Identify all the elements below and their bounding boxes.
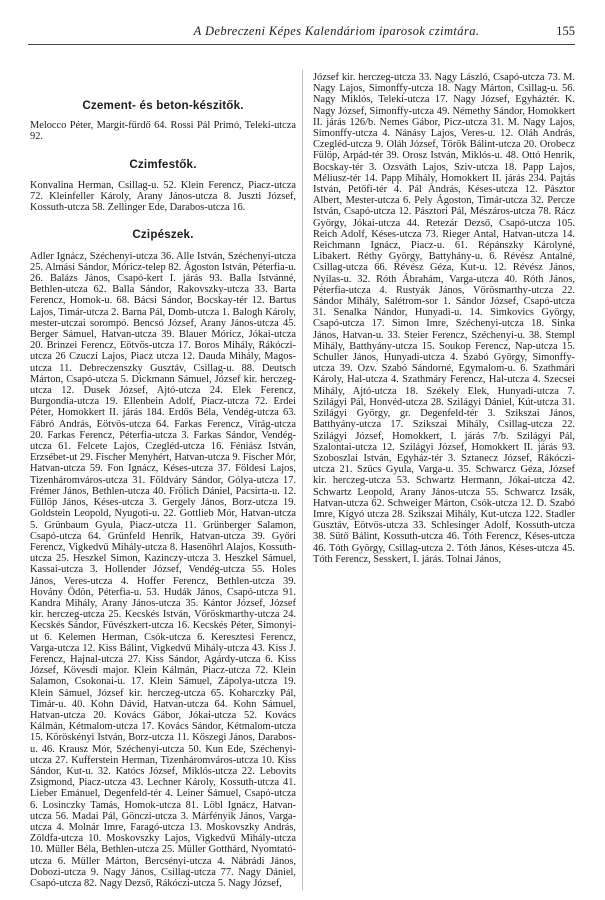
section-heading-sign-painters: Czimfestők. [129,157,197,171]
page-number: 155 [556,24,575,38]
section-heading-shoemakers: Czipészek. [132,228,194,242]
left-column [30,72,296,889]
header-rule [28,44,575,45]
section-text-cement: Melocco Péter, Margit-fürdő 64. Rossi Pál Primó, Teleki-utcza 92. [30,120,296,143]
page-header [28,24,575,44]
column-divider [302,70,303,890]
section-text-shoemakers-part2: József kir. herczeg-utcza 33. Nagy László, Csapó-utcza 73. M. Nagy Lajos, Simonffy-utcza 18. Nagy Márton, Csillag-u. 56. Nagy Miklós, Teleki-utcza 17. Nagy József, Egyháztér. K. Nagy József, Simonffy-utcza 49. Némethy Sándor, Homokkert II. járás 126/b. Nemes Gábor, Picz-utcza 31. M. Nagy Lajos, Simonffy-utcza 4. Nánásy Lajos, Veres-u. 12. Oláh András, Czegléd-utcza 9. Oláh József, Török Bálint-utcza 20. Orobecz Fülöp, Arpád-tér 39. Orosz István, Miklós-u. 48. Ottó Henrik, Bocskay-tér 3. Ozsváth Lajos, Sziv-utcza 18. Papp Lajos, Méliusz-tér 14. Papp Mihály, Homokkert II. járás 234. Pajtás István, Petőfi-tér 4. Pál András, Késes-utcza 12. Pásztor Albert, Mester-utcza 6. Pely Ágoston, Timár-utcza 32. Percze István, Csapó-utcza 12. Pásztori Pál, Mészáros-utcza 78. Rácz György, Jókai-utcza 44. Retezár Dezső, Csapó-utcza 105. Reich Adolf, Késes-utcza 73. Rieger Antal, Hatvan-utcza 14. Reichmann Ignácz, Piacz-u. 61. Répánszky Károlyné, Libakert. Réthy György, Battyhány-u. 6. Révész Antalné, Csillag-utcza 66. Révész Géza, Kut-u. 12. Révész János, Nyilas-u. 32. Róth Ábrahám, Varga-utcza 40. Róth János, Péterfia-utcza 4. Rustyák János, Vörösmarthy-utcza 22. Sándor Mihály, Salétrom-sor 1. Sándor József, Csapó-utcza 31. Senalka Nándor, Hunyadi-u. 14. Simkovics György, Csapó-utcza 17. Simon Imre, Széchenyi-utcza 18. Sinka János, Hatvan-u. 33. Steier Ferencz, Széchenyi-u. 38. Stempl Mihály, Batthyány-utcza 15. Soukop Ferencz, Nap-utcza 15. Schuller János, Hunyadi-utcza 4. Szabó György, Simonffy-utcza 39. Ozv. Szabó Sándorné, Egymalom-u. 6. Szathmári Károly, Hal-utcza 4. Szathmáry Ferencz, Hal-utcza 4. Szecsei Mihály, Ajtó-utcza 18. Székely Elek, Hunyadi-utcza 7. Szilágyi Pál, Honvéd-utcza 28. Szilágyi Dániel, Kút-utcza 31. Szilágyi György, gr. Degenfeld-tér 3. Szikszai János, Batthyány-utcza 17. Szikszai Mihály, Csillag-utcza 22. Szilágyi József, Homokkert, I. járás 7/b. Szilágyi Pál, Szalontai-utcza 12. Szilágyi József, Homokkert II. járás 93. Szoboszlai István, Egyház-tér 3. Sztanecz József, Rákóczi-utcza 21. Szücs Gyula, Varga-u. 35. Schwarcz Géza, József kir. herczeg-utcza 53. Schwartz Hermann, Jókai-utcza 42. Schwartz Leopold, Arany János-utcza 55. Schwarcz Izsák, Hatvan-utcza 62. Schweiger Márton, Csók-utcza 12. D. Szabó Imre, Kígyó utcza 28. Szikszai Mihály, Kut-utcza 122. Stadler Gusztáv, Eötvös-utcza 33. Schlesinger Adolf, Kossuth-utcza 38. Sütő Bálint, Kossuth-utcza 46. Tóth Ferencz, Késes-utcza 46. Tóth György, Csillag-utcza 2. Tóth János, Késes-utcza 45. Tóth Ferencz, Sesskert, I. járás. Tolnai János, [313,72,575,565]
section-heading-cement: Czement- és beton-készitők. [82,99,244,112]
right-column [313,72,575,565]
section-text-shoemakers-part1: Adler Ignácz, Széchenyi-utcza 36. Alle István, Széchenyi-utcza 25. Almási Sándor, Móricz-telep 82. Ágoston István, Péterfia-u. 26. Balázs János, Csapó-kert I. járás 93. Balla Istvánné, Bethlen-utcza 62. Balla Sándor, Rakovszky-utcza 33. Barta Ferencz, Homok-u. 68. Bácsi Sándor, Bocskay-tér 12. Bartus Lajos, Timár-utcza 2. Barna Pál, Domb-utcza 1. Balogh Károly, mester-utczai sorompó. Bencsó József, Arany János-utcza 45. Berger Sámuel, Hatvan-utcza 39. Blauer Móricz, Jókai-utcza 20. Brinzei Ferencz, Eötvös-utcza 17. Boros Mihály, Rákóczi-utcza 26 Czuczi Lajos, Piacz utcza 12. Dauda Mihály, Magos-utcza 11. Debreczenszky Gusztáv, Csillag-u. 88. Deutsch Márton, Csapó-utcza 5. Dickmann Sámuel, József kir. herczeg-utcza 12. Dusek József, Ajtó-utcza 24. Elek Ferencz, Burgondia-utcza 19. Ellenbein Adolf, Piacz-utcza 72. Erdei Péter, Homokkert II. járás 184. Erdős Béla, Vendég-utcza 63. Fábró András, Eötvös-utcza 64. Farkas Ferencz, Virág-utcza 20. Farkas Ferencz, Péterfia-utcza 3. Farkas Sándor, Vendég-utcza 61. Felcete Lajos, Czegléd-utcza 16. Féniász István, Erzsébet-ut 29. Fischer Menyhért, Hatvan-utcza 9. Fischer Mór, Hatvan-utcza 59. Fon Ignácz, Késes-utcza 37. Földesi Lajos, Tizenháromváros-utcza 31. Földváry Sándor, Gólya-utcza 17. Frémer János, Bethlen-utcza 40. Frölich Dániel, Pacsirta-u. 12. Füllöp János, Késes-utcza 3. Gergely János, Borz-utcza 19. Goldstein Leopold, Nyugoti-u. 22. Gottlieb Mór, Hatvan-utcza 5. Grünbaum Gyula, Piacz-utcza 11. Grünberger Salamon, Csapó-utcza 64. Grünfeld Henrik, Hatvan-utcza 39. Győri Ferencz, Vigkedvű Mihály-utcza 8. Hasenöhrl Alajos, Kossuth-utcza 25. Heszkel Simon, Kazinczy-utcza 3. Heszkel Sámuel, Kassai-utcza 3. Hollender József, Vendég-utcza 55. Holes János, Veres-utcza 4. Hoffer Ferencz, Bethlen-utcza 39. Hovány Ödön, Péterfia-u. 53. Hudák János, Csapó-utcza 91. Kandra Mihály, Arany János-utcza 35. Kántor József, József kir. herczeg-utcza 25. Kecskés István, Vöröskmarthy-utcza 24. Kecskés Sándor, Füvészkert-utcza 16. Kecskés Péter, Simonyi-ut 6. Kelemen Herman, Csók-utcza 6. Keresztesi Ferencz, Varga-utcza 12. Kiss Bálint, Vigkedvű Mihály-utcza 43. Kiss J. Ferencz, Hajnal-utcza 27. Kiss Sándor, Agárdy-utcza 6. Kiss József, Kövesdi major. Klein Kálmán, Piacz-utcza 72. Klein Salamon, Csokonai-u. 17. Klein Sámuel, Zápolya-utcza 19. Klein Sámuel, József kir. herczeg-utcza 65. Koharczky Pál, Timár-u. 40. Kohn Dávid, Hatvan-utcza 64. Kohn Sámuel, Hatvan-utcza 20. Kovács Gábor, Jókai-utcza 52. Kovács Kálmán, Kétmalom-utcza 17. Kovács Sándor, Kétmalom-utcza 15. Köröskényi István, Borz-utcza 11. Kőszegi János, Darabos-u. 46. Krausz Mór, Széchenyi-utcza 50. Kun Ede, Széchenyi-utcza 27. Kufferstein Herman, Tizenháromváros-utcza 10. Kiss Sándor, Kut-u. 32. Katócs József, Miklós-utcza 22. Lebovits Zsigmond, Piacz-utcza 43. Lechner Károly, Kossuth-utcza 41. Lieber Emánuel, Degenfeld-tér 4. Leiner Sámuel, Csapó-utcza 6. Losinczky Tamás, Homok-utcza 81. Löbl Ignácz, Hatvan-utcza 56. Madai Pál, Gönczi-utcza 3. Márfényik János, Varga-utcza 4. Molnár Imre, Faragó-utcza 13. Moskovszky András, Zöldfa-utcza 10. Moskovszky Lajos, Vigkedvű Mihály-utcza 10. Müller Béla, Bethlen-utcza 25. Müller Gotthárd, Nyomtató-utcza 6. Müller Márton, Bercsényi-utcza 4. Nábrádi János, Dobozi-utcza 9. Nagy János, Csillag-utcza 77. Nagy Dániel, Csapó-utcza 82. Nagy Dezső, Rákóczi-utcza 5. Nagy József, [30,250,296,889]
section-text-sign-painters: Konvalina Herman, Csillag-u. 52. Klein Ferencz, Piacz-utcza 72. Kleinfeller Károly, Arany János-utcza 8. Juszti József, Kossuth-utcza 58. Zellinger Ede, Darabos-utcza 16. [30,179,296,214]
running-title: A Debreczeni Képes Kalendáriom iparosok czimtára. [193,24,480,38]
